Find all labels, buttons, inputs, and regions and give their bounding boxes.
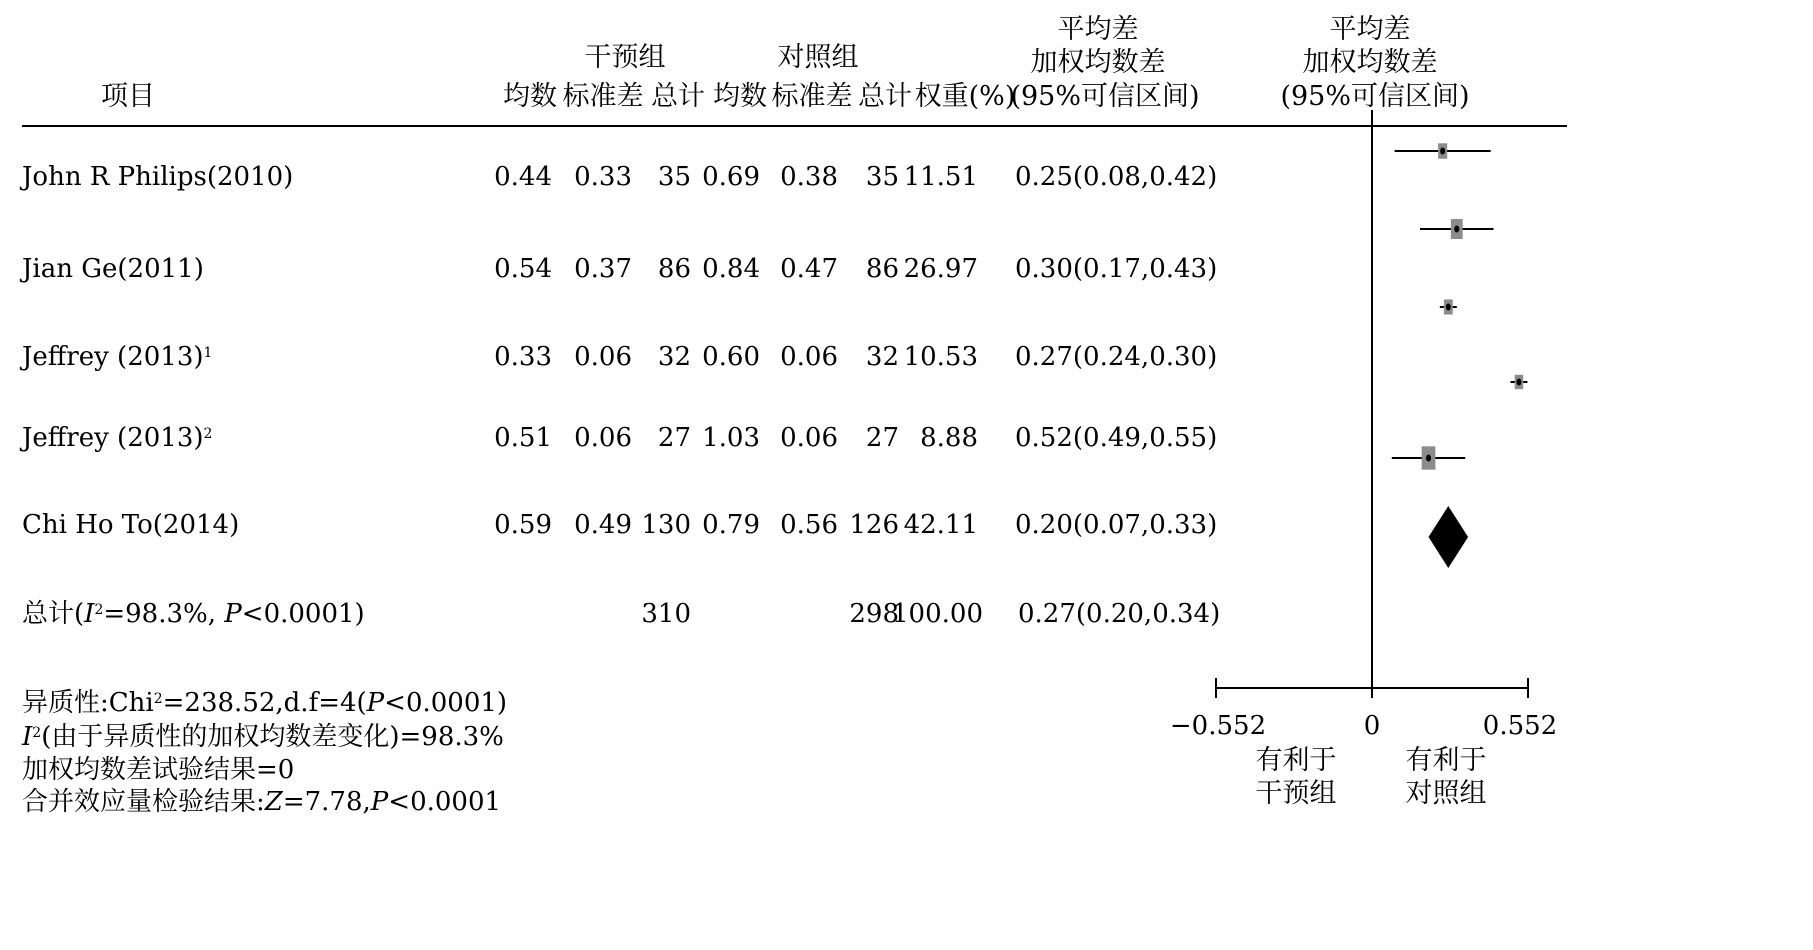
footer-i2-variation [22,724,504,750]
favours-right-line2: 对照组 [1405,778,1487,809]
row-n-intervention: 35 [657,162,691,192]
row-weight: 8.88 [920,423,978,453]
row-study-name: Jeffrey (2013) [22,342,204,372]
row-sd-intervention: 0.06 [574,423,632,453]
row-n-control: 27 [865,423,899,453]
footer-line1-p: P [366,688,385,718]
row-study-label: Jian Ge(2011) [22,254,204,284]
header-plot-line2: 加权均数差 [1302,47,1438,78]
header-wmd-line2: 加权均数差 [1030,47,1166,78]
study-point-estimate [1454,226,1459,233]
pooled-diamond [1429,506,1469,568]
row-n-control: 32 [865,342,899,372]
row-weight: 42.11 [903,510,978,540]
header-plot-line3: (95%可信区间) [1280,81,1470,112]
favours-left-line2: 干预组 [1255,778,1337,809]
row-ci: 0.27(0.24,0.30) [1015,342,1218,372]
x-tick-label-left: −0.552 [1169,711,1267,741]
row-mean-intervention: 0.33 [494,342,552,372]
total-i2-superscript: 2 [94,602,104,618]
footer-line1-prefix: 异质性:Chi [22,688,154,718]
header-mean-intervention: 均数 [503,81,557,112]
total-weight: 100.00 [892,599,983,629]
total-i2-symbol: I [84,599,95,629]
total-ci: 0.27(0.20,0.34) [1018,599,1221,629]
row-n-intervention: 130 [641,510,691,540]
row-sd-control: 0.56 [780,510,838,540]
row-study-label [22,344,212,370]
header-wmd-line1: 平均差 [1057,14,1139,45]
study-point-estimate [1516,379,1521,386]
footer-overall-effect [22,789,501,815]
header-plot-line1: 平均差 [1329,14,1411,45]
row-n-control: 35 [865,162,899,192]
header-sd-control: 标准差 [771,81,853,112]
footer-line4-z: Z [264,787,283,817]
row-mean-control: 0.84 [702,254,760,284]
header-wmd-line3: (95%可信区间) [1010,81,1200,112]
row-weight: 11.51 [903,162,978,192]
header-mean-control: 均数 [713,81,767,112]
footer-line4-p: P [370,787,389,817]
footer-line4-end: <0.0001 [388,787,502,817]
header-intervention-group: 干预组 [584,42,666,73]
header-total-control: 总计 [858,81,912,112]
row-n-control: 126 [849,510,899,540]
total-label-prefix: 总计( [22,599,85,629]
row-sd-intervention: 0.33 [574,162,632,192]
favours-left-line1: 有利于 [1255,745,1337,776]
row-sd-intervention: 0.37 [574,254,632,284]
row-study-label: Chi Ho To(2014) [22,510,240,540]
row-mean-intervention: 0.59 [494,510,552,540]
row-mean-intervention: 0.54 [494,254,552,284]
row-mean-intervention: 0.51 [494,423,552,453]
study-point-estimate [1440,148,1445,155]
row-weight: 10.53 [903,342,978,372]
row-weight: 26.97 [903,254,978,284]
row-sd-control: 0.38 [780,162,838,192]
row-ci: 0.20(0.07,0.33) [1015,510,1218,540]
row-study-superscript: 2 [203,426,213,442]
study-point-estimate [1426,455,1431,462]
footer-line4-prefix: 合并效应量检验结果: [22,787,265,817]
footer-line1-end: <0.0001) [384,688,508,718]
header-weight: 权重(%) [914,81,1016,112]
row-n-intervention: 27 [657,423,691,453]
row-mean-control: 1.03 [702,423,760,453]
row-mean-control: 0.69 [702,162,760,192]
row-study-name: Jeffrey (2013) [22,423,204,453]
header-control-group: 对照组 [777,42,859,73]
total-n-intervention: 310 [641,599,691,629]
row-study-label: John R Philips(2010) [22,162,294,192]
footer-line4-mid: =7.78, [282,787,371,817]
row-sd-intervention: 0.06 [574,342,632,372]
footer-line2-superscript: 2 [32,725,42,741]
row-ci: 0.25(0.08,0.42) [1015,162,1218,192]
header-sd-intervention: 标准差 [562,81,644,112]
total-p-symbol: P [224,599,242,629]
header-total-intervention: 总计 [651,81,705,112]
footer-wmd-test: 加权均数差试验结果=0 [22,755,295,785]
x-tick-label-center: 0 [1363,711,1381,741]
row-mean-intervention: 0.44 [494,162,552,192]
header-study: 项目 [101,81,155,112]
footer-line2-rest: (由于异质性的加权均数差变化)=98.3% [41,722,504,752]
row-sd-control: 0.47 [780,254,838,284]
row-sd-control: 0.06 [780,423,838,453]
row-mean-control: 0.60 [702,342,760,372]
row-study-superscript: 1 [203,345,213,361]
row-sd-intervention: 0.49 [574,510,632,540]
row-n-control: 86 [865,254,899,284]
row-sd-control: 0.06 [780,342,838,372]
row-study-label [22,425,212,451]
total-row-label [22,601,365,627]
total-p-value: <0.0001) [241,599,365,629]
total-i2-value: =98.3%, [103,599,225,629]
total-n-control: 298 [849,599,899,629]
row-ci: 0.30(0.17,0.43) [1015,254,1218,284]
study-point-estimate [1446,304,1451,311]
footer-line1-mid: =238.52,d.f=4( [162,688,367,718]
row-ci: 0.52(0.49,0.55) [1015,423,1218,453]
footer-line2-i: I [22,722,33,752]
row-n-intervention: 32 [657,342,691,372]
footer-heterogeneity [22,690,507,716]
row-n-intervention: 86 [657,254,691,284]
x-tick-label-right: 0.552 [1482,711,1558,741]
footer-line1-superscript: 2 [153,691,163,707]
row-mean-control: 0.79 [702,510,760,540]
favours-right-line1: 有利于 [1405,745,1487,776]
